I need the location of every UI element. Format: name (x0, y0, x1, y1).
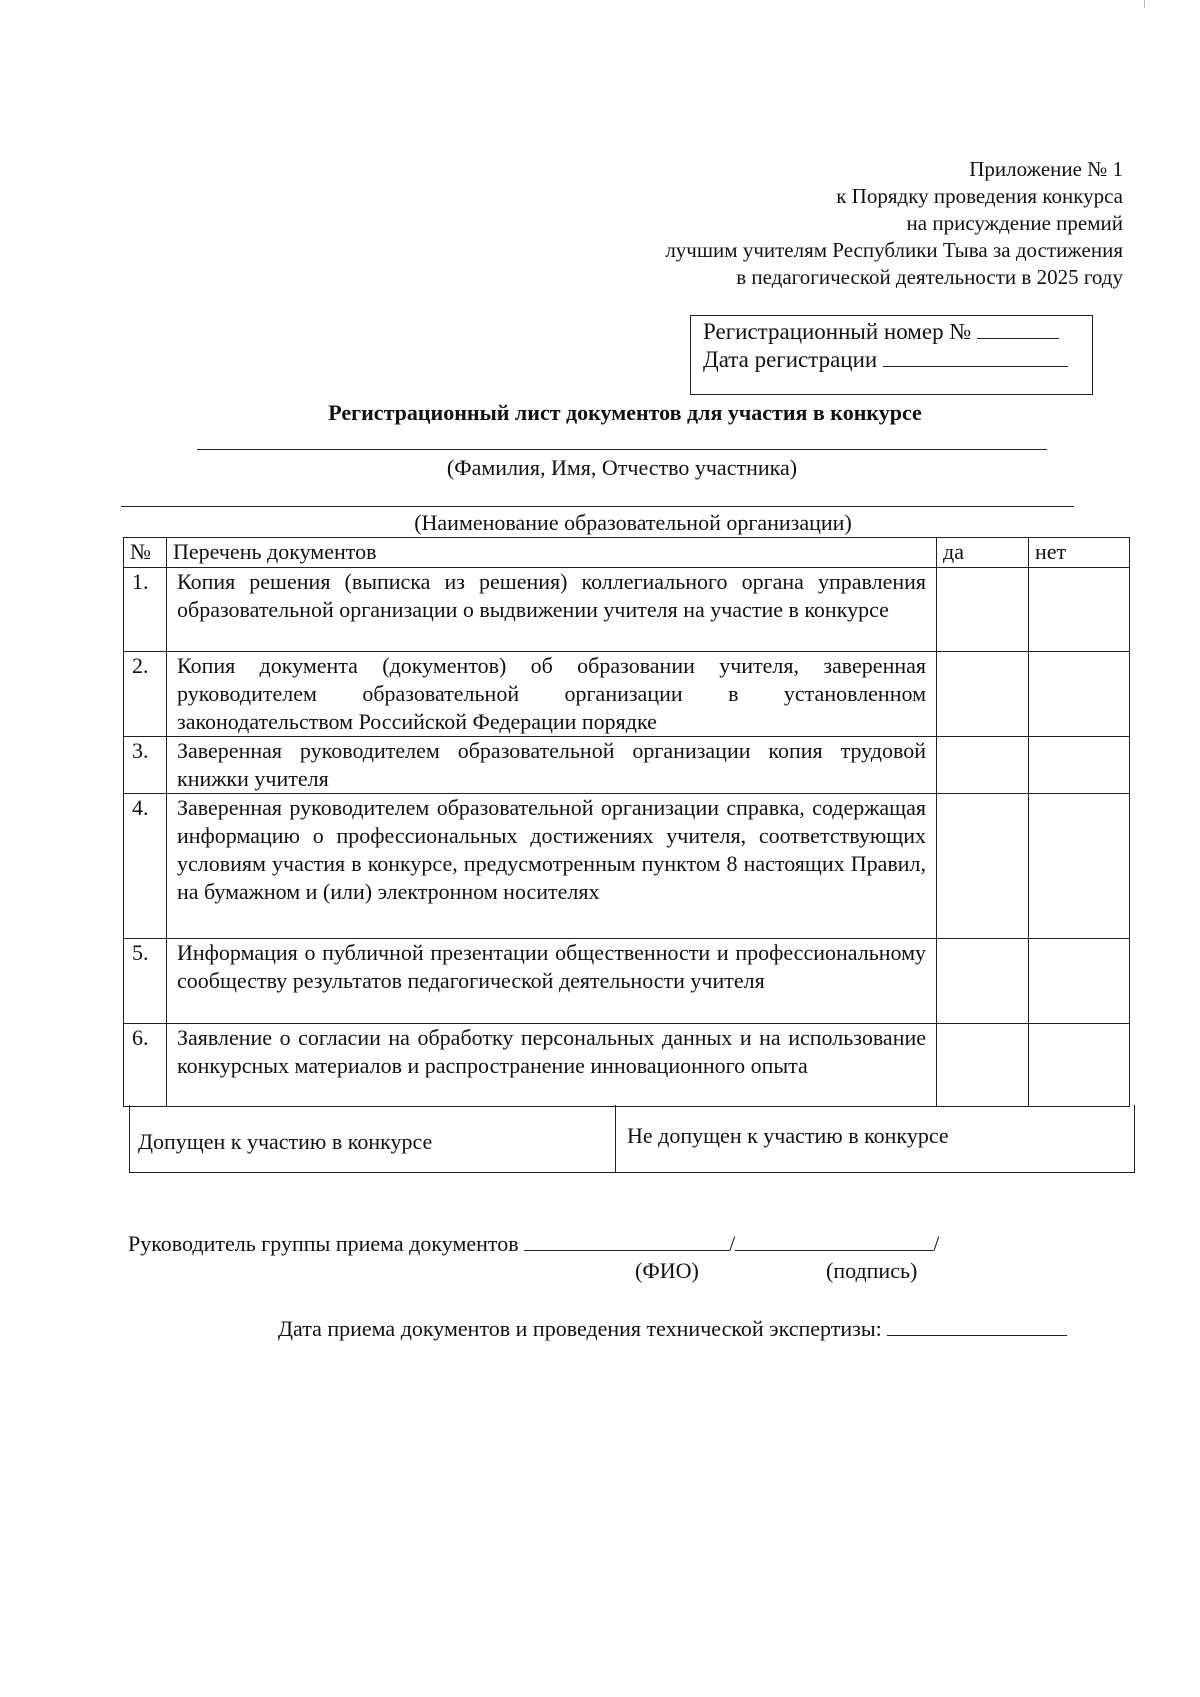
signature-slash: / (729, 1231, 736, 1256)
table-row (124, 794, 1130, 939)
row-no-cell[interactable] (1029, 737, 1130, 794)
appendix-line: в педагогической деятельности в 2025 году (736, 265, 1123, 289)
organization-name-line[interactable] (121, 506, 1074, 507)
table-row (124, 1024, 1130, 1107)
row-document: Копия документа (документов) об образовании учителя, заверенная руководителем образовательной организации в установленном законодательством Российской Федерации порядке (167, 652, 937, 737)
header-num: № (124, 538, 167, 568)
table-row (124, 737, 1130, 794)
appendix-header (665, 156, 1123, 291)
row-yes-cell[interactable] (937, 652, 1029, 737)
table-header-row (124, 538, 1130, 568)
row-number: 2. (124, 652, 167, 737)
registration-number-row (703, 318, 1082, 346)
row-document: Заверенная руководителем образовательной организации справка, содержащая информацию о профессиональных достижениях учителя, соответствующих условиям участия в конкурсе, предусмотренным пунктом 8 настоящих Правил, на бумажном и (или) электронном носителях (167, 794, 937, 939)
signature-line (128, 1230, 939, 1257)
table-row (124, 568, 1130, 652)
row-yes-cell[interactable] (937, 1024, 1029, 1107)
row-no-cell[interactable] (1029, 652, 1130, 737)
participant-name-line[interactable] (197, 449, 1047, 450)
signature-slash: / (933, 1231, 940, 1256)
header-no: нет (1029, 538, 1130, 568)
signature-label: Руководитель группы приема документов (128, 1231, 519, 1256)
row-yes-cell[interactable] (937, 737, 1029, 794)
appendix-line: на присуждение премий (906, 211, 1123, 235)
fio-caption: (ФИО) (635, 1258, 699, 1283)
document-title: Регистрационный лист документов для участия в конкурсе (328, 400, 922, 425)
row-document: Заявление о согласии на обработку персональных данных и на использование конкурсных материалов и распространение инновационного опыта (167, 1024, 937, 1107)
row-no-cell[interactable] (1029, 1024, 1130, 1107)
header-yes: да (937, 538, 1029, 568)
acceptance-date-label: Дата приема документов и проведения технической экспертизы: (278, 1316, 882, 1341)
row-number: 5. (124, 939, 167, 1024)
header-docs: Перечень документов (167, 538, 937, 568)
signature-caption: (подпись) (826, 1258, 918, 1283)
signature-field[interactable] (735, 1230, 933, 1251)
registration-number-label: Регистрационный номер № (703, 319, 972, 344)
row-yes-cell[interactable] (937, 939, 1029, 1024)
row-no-cell[interactable] (1029, 939, 1130, 1024)
row-no-cell[interactable] (1029, 794, 1130, 939)
registration-number-field[interactable] (977, 318, 1059, 339)
row-number: 4. (124, 794, 167, 939)
appendix-line: к Порядку проведения конкурса (836, 184, 1123, 208)
acceptance-date-field[interactable] (887, 1315, 1067, 1336)
acceptance-date-line (278, 1315, 1067, 1342)
registration-date-field[interactable] (883, 346, 1068, 367)
row-number: 3. (124, 737, 167, 794)
registration-date-row (703, 346, 1082, 374)
row-document: Информация о публичной презентации общественности и профессиональному сообществу результатов педагогической деятельности учителя (167, 939, 937, 1024)
row-number: 6. (124, 1024, 167, 1107)
table-row (124, 939, 1130, 1024)
row-no-cell[interactable] (1029, 568, 1130, 652)
row-yes-cell[interactable] (937, 794, 1029, 939)
appendix-line: лучшим учителям Республики Тыва за достижения (665, 238, 1123, 262)
admitted-option[interactable]: Допущен к участию в конкурсе (138, 1129, 433, 1154)
row-document: Заверенная руководителем образовательной организации копия трудовой книжки учителя (167, 737, 937, 794)
row-number: 1. (124, 568, 167, 652)
registration-box (690, 315, 1093, 395)
fio-field[interactable] (524, 1230, 729, 1251)
scan-mark (1144, 0, 1145, 8)
documents-table (123, 537, 1130, 1107)
admission-divider (615, 1105, 616, 1172)
participant-caption: (Фамилия, Имя, Отчество участника) (446, 455, 798, 480)
table-row (124, 652, 1130, 737)
row-document: Копия решения (выписка из решения) коллегиального органа управления образовательной организации о выдвижении учителя на участие в конкурсе (167, 568, 937, 652)
appendix-line: Приложение № 1 (969, 157, 1123, 181)
organization-caption: (Наименование образовательной организации) (414, 510, 852, 535)
admission-box (129, 1105, 1135, 1173)
registration-date-label: Дата регистрации (703, 347, 878, 372)
not-admitted-option[interactable]: Не допущен к участию в конкурсе (627, 1123, 949, 1148)
row-yes-cell[interactable] (937, 568, 1029, 652)
